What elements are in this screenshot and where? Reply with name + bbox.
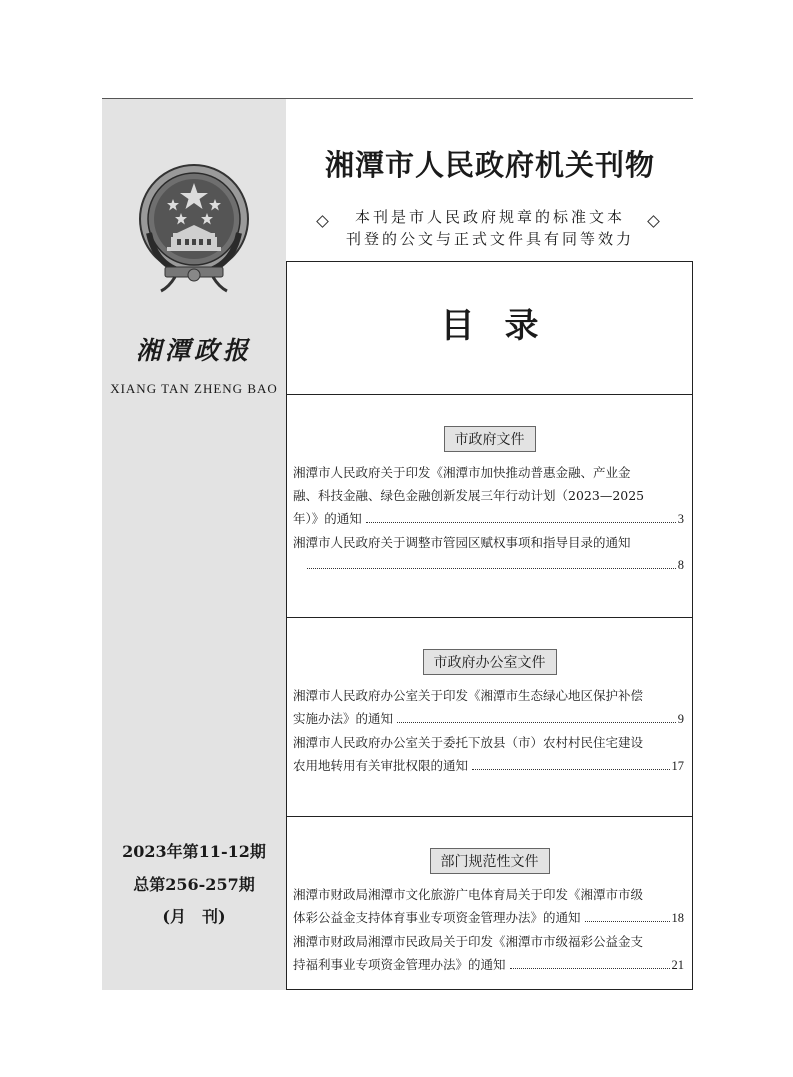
toc-entry[interactable]: [293, 531, 684, 577]
leader-dots: [307, 568, 676, 569]
journal-pinyin: XIANG TAN ZHENG BAO: [110, 381, 278, 396]
toc-section: [286, 617, 693, 817]
page-number: 3: [677, 512, 684, 526]
toc-heading: 目录: [440, 306, 569, 346]
toc-title-box: [286, 261, 693, 395]
entry-line: 持福利事业专项资金管理办法》的通知: [293, 957, 506, 972]
entry-line: 体彩公益金支持体育事业专项资金管理办法》的通知: [293, 910, 581, 925]
issue-number: 2023年第11-12期: [122, 842, 266, 861]
entry-line: 融、科技金融、绿色金融创新发展三年行动计划（2023—2025: [293, 488, 645, 503]
entry-line: 年）》的通知: [293, 511, 362, 526]
section-label: 市政府办公室文件: [423, 649, 557, 675]
entry-line: 湘潭市财政局湘潭市文化旅游广电体育局关于印发《湘潭市市级: [293, 887, 644, 902]
entry-line: 湘潭市人民政府办公室关于委托下放县（市）农村村民住宅建设: [293, 735, 644, 750]
motto-line-1: 本刊是市人民政府规章的标准文本: [354, 208, 625, 226]
leader-dots: [510, 968, 670, 969]
toc-entry[interactable]: [293, 731, 684, 778]
entry-line: 湘潭市人民政府办公室关于印发《湘潭市生态绿心地区保护补偿: [293, 688, 644, 703]
page-number: 8: [677, 558, 684, 572]
entry-line: 实施办法》的通知: [293, 711, 394, 726]
toc-entry[interactable]: [293, 930, 684, 977]
page-number: 18: [671, 911, 684, 925]
publication-frequency: (月 刊): [162, 907, 226, 926]
entry-line: 农用地转用有关审批权限的通知: [293, 758, 469, 773]
page-number: 9: [677, 712, 684, 726]
section-label: 市政府文件: [444, 426, 536, 452]
entry-line: 湘潭市财政局湘潭市民政局关于印发《湘潭市市级福彩公益金支: [293, 934, 644, 949]
page-number: 21: [671, 958, 684, 972]
toc-entry[interactable]: [293, 883, 684, 930]
toc-section: [286, 394, 693, 618]
leader-dots: [366, 522, 676, 523]
sidebar: [102, 99, 286, 990]
toc-entry[interactable]: [293, 684, 684, 731]
entry-line: 湘潭市人民政府关于调整市管园区赋权事项和指导目录的通知: [293, 535, 631, 550]
leader-dots: [472, 769, 669, 770]
journal-name: 湘潭政报: [135, 336, 252, 365]
leader-dots: [397, 722, 676, 723]
national-emblem-icon: [135, 163, 253, 295]
toc-section: [286, 816, 693, 990]
toc-entry[interactable]: [293, 461, 684, 531]
total-issue-number: 总第256-257期: [133, 875, 255, 894]
motto-line-2: 刊登的公文与正式文件具有同等效力: [345, 230, 634, 248]
leader-dots: [585, 921, 670, 922]
section-label: 部门规范性文件: [430, 848, 550, 874]
page-number: 17: [671, 759, 684, 773]
page-title: 湘潭市人民政府机关刊物: [324, 148, 655, 182]
entry-line: 湘潭市人民政府关于印发《湘潭市加快推动普惠金融、产业金: [293, 465, 631, 480]
